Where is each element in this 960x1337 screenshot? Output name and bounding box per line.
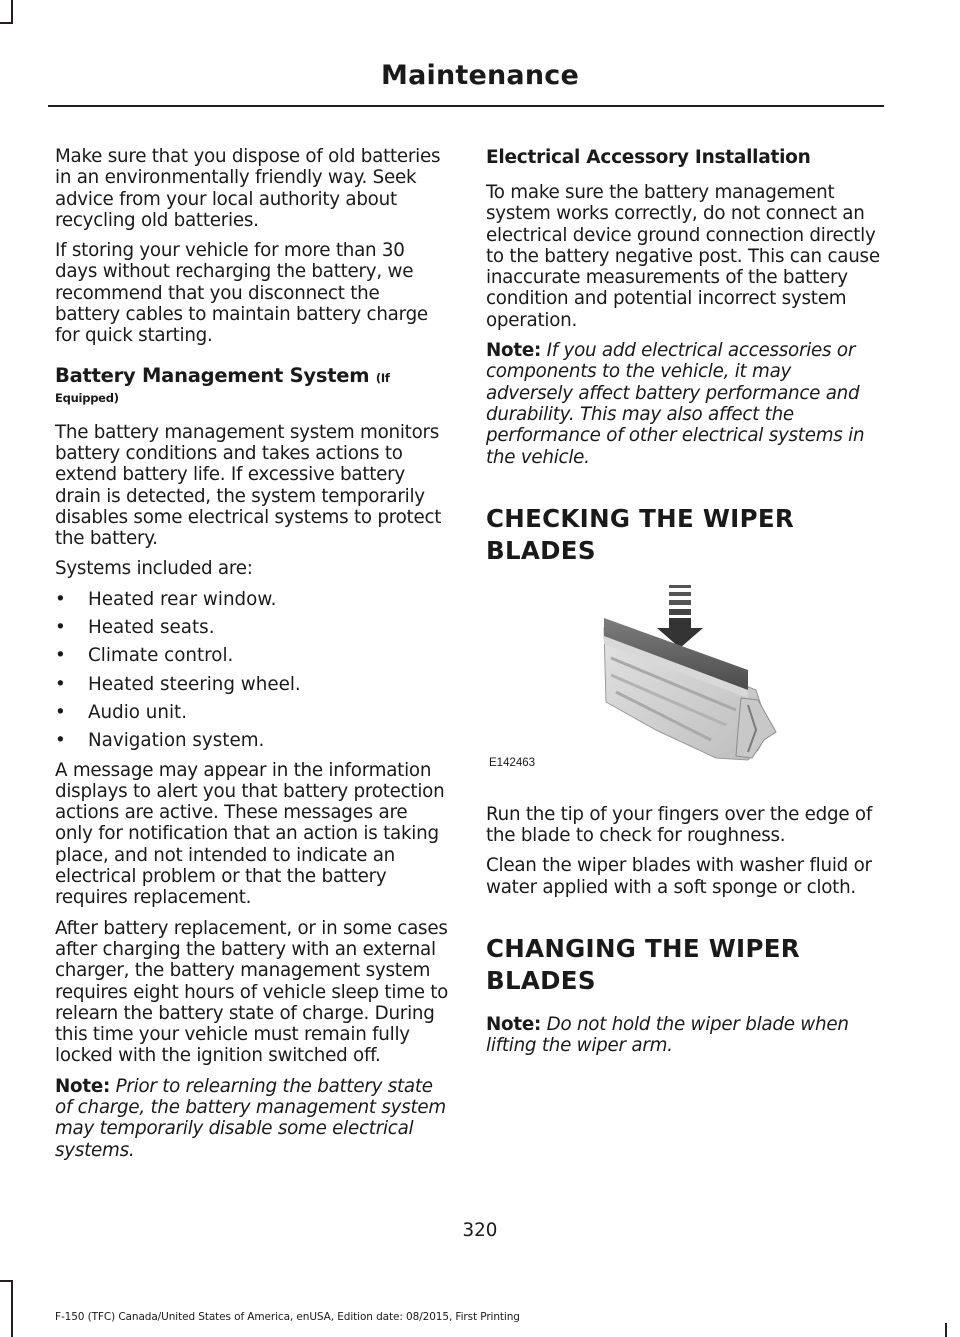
paragraph-clean-blades: Clean the wiper blades with washer fluid or water applied with a soft sponge or cloth. <box>486 855 872 898</box>
heading-battery-management <box>55 364 449 390</box>
edition-info: F-150 (TFC) Canada/United States of America, enUSA, Edition date: 08/2015, First Printing <box>55 1311 520 1323</box>
wiper-blade-illustration <box>486 580 880 790</box>
list-item <box>55 589 449 610</box>
section-heading-checking-line2: BLADES <box>486 535 596 565</box>
list-item-text: Heated seats. <box>88 617 215 639</box>
note-label: Note: <box>486 340 542 362</box>
bullet-glyph: • <box>55 645 66 667</box>
list-item <box>55 674 449 695</box>
crop-mark-bottom-right-v <box>945 1323 947 1337</box>
note-text: Do not hold the wiper blade when lifting the wiper arm. <box>486 1014 849 1057</box>
list-item-text: Heated steering wheel. <box>88 673 301 695</box>
heading-battery-management-main: Battery Management System <box>55 363 370 387</box>
heading-battery-management-suffix: (If <box>375 370 390 385</box>
section-heading-checking-line1: CHECKING THE WIPER <box>486 503 795 533</box>
paragraph-systems-included: Systems included are: <box>55 558 253 580</box>
bullet-glyph: • <box>55 730 66 752</box>
list-item <box>55 730 449 751</box>
bullet-glyph: • <box>55 617 66 639</box>
paragraph-after-replacement: After battery replacement, or in some cases after charging the battery with an external charger, the battery management system requires eight hours of vehicle sleep time to relearn the battery state of charge. During this time your vehicle must remain fully locked with the ignition switched off. <box>55 917 449 1067</box>
list-item-text: Heated rear window. <box>88 588 277 610</box>
bullet-glyph: • <box>55 588 66 610</box>
paragraph-dispose-batteries: Make sure that you dispose of old batteries in an environmentally friendly way. Seek advice from your local authority about recycling old batteries. <box>55 146 441 231</box>
note-label: Note: <box>55 1075 111 1097</box>
paragraph-storing-vehicle: If storing your vehicle for more than 30 days without recharging the battery, we recommend that you disconnect the battery cables to maintain battery charge for quick starting. <box>55 240 428 347</box>
paragraph-message-may-appear: A message may appear in the information displays to alert you that battery protection actions are active. These messages are only for notification that an action is taking place, and not intended to indicate an electrical problem or that the battery requires replacement. <box>55 759 445 909</box>
arrow-stripe <box>669 609 691 615</box>
crop-mark-bottom-left-v <box>11 1280 13 1337</box>
list-item <box>55 702 449 723</box>
heading-battery-management-equipped: Equipped) <box>55 390 119 405</box>
page-title: Maintenance <box>381 60 579 91</box>
left-column <box>55 146 449 1170</box>
arrow-stripe <box>669 592 691 596</box>
list-item <box>55 645 449 666</box>
figure-code: E142463 <box>489 756 536 769</box>
crop-mark-bottom-left-h <box>0 1280 13 1282</box>
note-text: If you add electrical accessories or components to the vehicle, it may adversely affect battery performance and durability. This may also affect the performance of other electrical systems in the vehicle. <box>486 340 865 468</box>
list-item <box>55 617 449 638</box>
header-divider <box>48 105 884 107</box>
bullet-glyph: • <box>55 701 66 723</box>
arrow-stripe <box>669 600 691 605</box>
list-item-text: Navigation system. <box>88 730 265 752</box>
note-electrical-accessories <box>486 340 880 468</box>
bullet-glyph: • <box>55 673 66 695</box>
paragraph-run-fingers: Run the tip of your fingers over the edge of the blade to check for roughness. <box>486 803 873 847</box>
crop-mark-top-left-v <box>11 0 13 23</box>
section-heading-changing-line2: BLADES <box>486 966 596 996</box>
page-number: 320 <box>462 1220 498 1241</box>
note-relearning <box>55 1076 449 1161</box>
list-item-text: Audio unit. <box>88 701 188 723</box>
heading-electrical-accessory: Electrical Accessory Installation <box>486 147 811 168</box>
right-column <box>486 146 880 1066</box>
list-item-text: Climate control. <box>88 645 234 667</box>
note-do-not-hold <box>486 1014 880 1057</box>
note-text: Prior to relearning the battery state of charge, the battery management system may temporarily disable some electrical systems. <box>55 1075 446 1161</box>
paragraph-battery-management-works: To make sure the battery management system works correctly, do not connect an electrical device ground connection directly to the battery negative post. This can cause inaccurate measurements of the battery condition and potential incorrect system operation. <box>486 182 880 331</box>
arrow-stripe <box>669 585 691 588</box>
section-heading-changing-line1: CHANGING THE WIPER <box>486 934 800 964</box>
systems-list <box>55 589 449 752</box>
wiper-blade-figure <box>486 580 880 790</box>
paragraph-bms-monitors: The battery management system monitors battery conditions and takes actions to extend battery life. If excessive battery drain is detected, the system temporarily disables some electrical systems to protect the battery. <box>55 421 442 550</box>
note-label: Note: <box>486 1014 542 1036</box>
crop-mark-top-left-h <box>0 22 13 24</box>
